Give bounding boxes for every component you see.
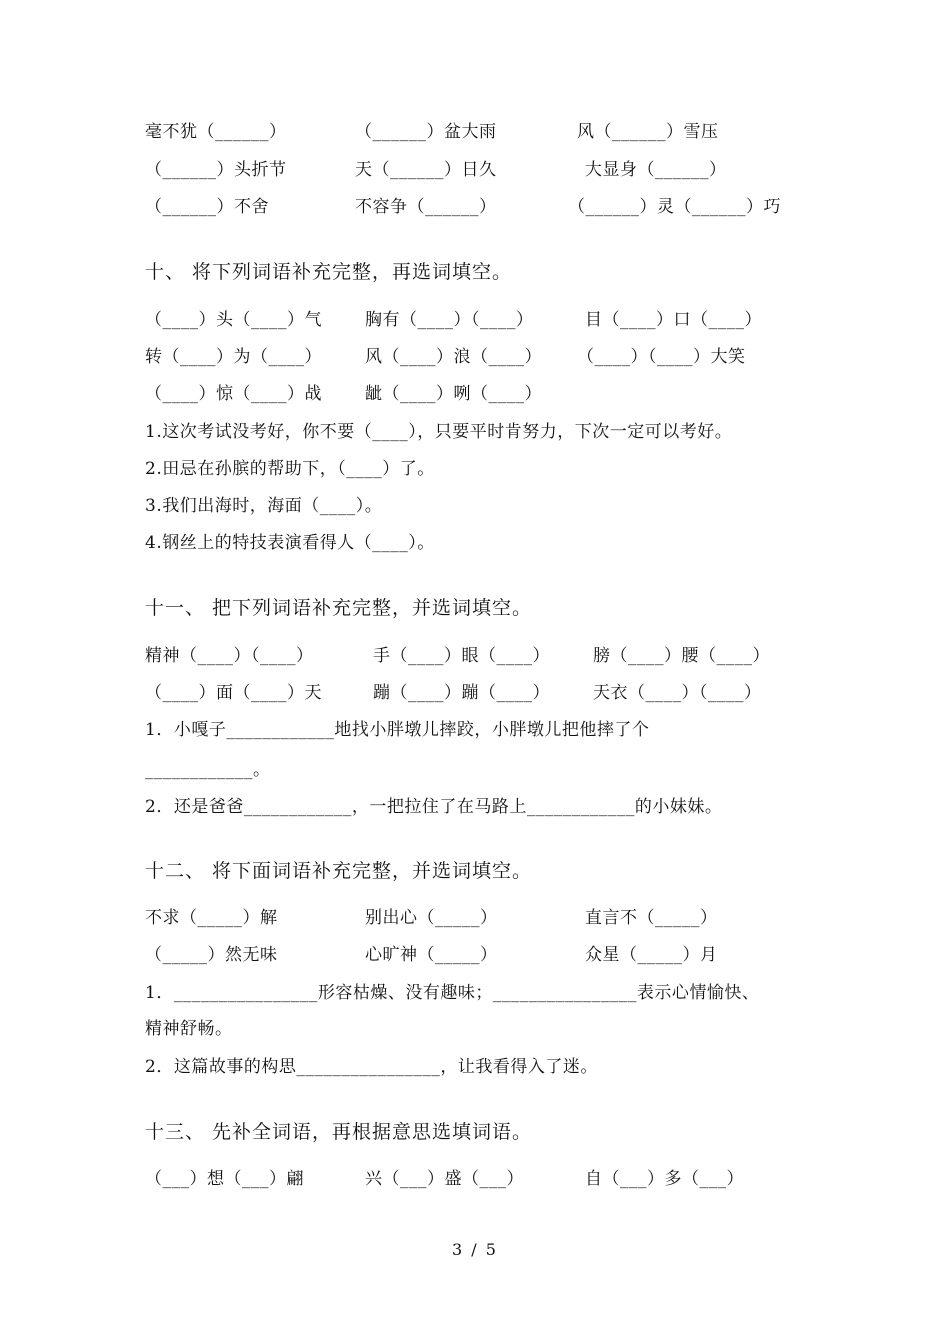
word-item: 胸有（____）（____） (365, 310, 534, 330)
word-item: （____）头（____）气 (145, 310, 322, 330)
section-heading: 十三、 先补全词语，再根据意思选填词语。 (145, 1121, 533, 1143)
section-heading: 十二、 将下面词语补充完整，并选词填空。 (145, 860, 533, 882)
word-item: 转（____）为（____） (145, 347, 322, 367)
word-item: 目（____）口（____） (585, 310, 762, 330)
section-heading: 十、 将下列词语补充完整，再选词填空。 (145, 261, 513, 283)
word-item: 天（______）日久 (355, 160, 497, 180)
section-heading: 十一、 把下列词语补充完整，并选词填空。 (145, 597, 533, 619)
word-item: 膀（____）腰（____） (593, 646, 770, 666)
word-item: 别出心（_____） (365, 908, 498, 928)
word-item: （____）面（____）天 (145, 683, 322, 703)
word-item: （_____）然无味 (145, 945, 278, 965)
word-item: 手（____）眼（____） (373, 646, 550, 666)
word-item: 大显身（______） (585, 160, 727, 180)
word-item: 龇（____）咧（____） (365, 384, 542, 404)
question-line: 1．________________形容枯燥、没有趣味；________________表示心情愉快、 (145, 983, 760, 1003)
question-line: 精神舒畅。 (145, 1019, 233, 1039)
word-item: 自（___）多（___） (585, 1169, 744, 1189)
page-number: 3 / 5 (452, 1240, 498, 1259)
word-item: 风（____）浪（____） (365, 347, 542, 367)
word-item: 毫不犹（______） (145, 122, 287, 142)
word-item: （______）头折节 (145, 160, 287, 180)
word-item: 心旷神（_____） (365, 945, 498, 965)
question-line: 1.这次考试没考好，你不要（____），只要平时肯努力，下次一定可以考好。 (145, 422, 733, 442)
word-item: 天衣（____）（____） (593, 683, 762, 703)
question-line: 2．还是爸爸____________，一把拉住了在马路上____________的小妹妹。 (145, 797, 723, 817)
word-item: （______）盆大雨 (355, 122, 497, 142)
word-item: 不容争（______） (355, 197, 497, 217)
question-line: 4.钢丝上的特技表演看得人（____）。 (145, 533, 435, 553)
word-item: （____）惊（____）战 (145, 384, 322, 404)
question-line: 1．小嘎子____________地找小胖墩儿摔跤，小胖墩儿把他摔了个 (145, 720, 650, 740)
word-item: 兴（___）盛（___） (365, 1169, 524, 1189)
question-line: 2.田忌在孙膑的帮助下，（____）了。 (145, 459, 435, 479)
word-item: 精神（____）（____） (145, 646, 314, 666)
word-item: 不求（_____）解 (145, 908, 278, 928)
word-item: （____）（____）大笑 (577, 347, 746, 367)
question-line: 3.我们出海时，海面（____）。 (145, 496, 383, 516)
question-line: 2．这篇故事的构思________________，让我看得入了迷。 (145, 1057, 598, 1077)
word-item: 风（______）雪压 (577, 122, 719, 142)
word-item: （______）不舍 (145, 197, 269, 217)
word-item: （______）灵（______）巧 (568, 197, 781, 217)
word-item: （___）想（___）翩 (145, 1169, 304, 1189)
word-item: 众星（_____）月 (585, 945, 718, 965)
word-item: 直言不（_____） (585, 908, 718, 928)
word-item: 蹦（____）蹦（____） (373, 683, 550, 703)
question-line: ____________。 (145, 760, 271, 780)
